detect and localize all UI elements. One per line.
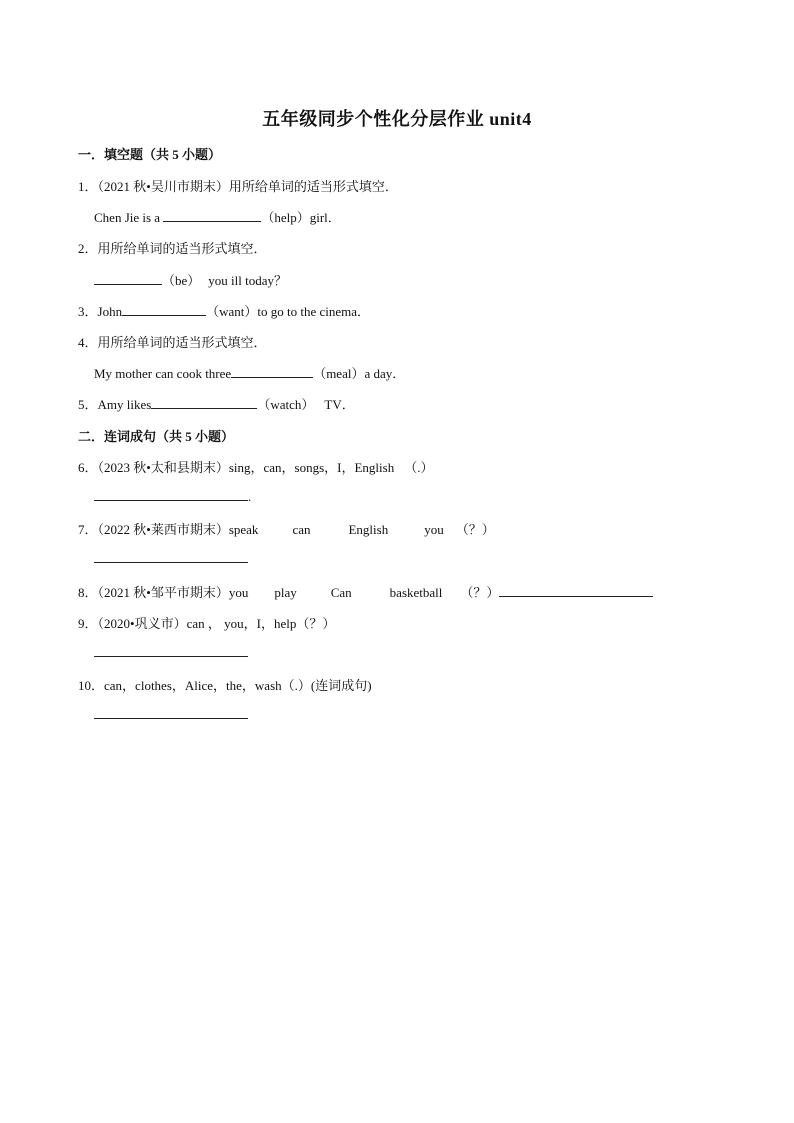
sentence-text: girl． bbox=[309, 210, 341, 225]
sentence-text: Amy likes bbox=[97, 397, 152, 412]
question-9 bbox=[78, 613, 335, 632]
sentence-text: you ill today？ bbox=[208, 273, 287, 288]
answer-blank[interactable] bbox=[122, 303, 206, 316]
word-list: can ， you，I，help bbox=[186, 616, 297, 631]
word: you bbox=[424, 522, 444, 537]
instruction-note: (连词成句) bbox=[310, 678, 372, 693]
punctuation-hint: （.） bbox=[281, 678, 311, 693]
question-number: 4． bbox=[78, 335, 98, 350]
question-2-body bbox=[94, 270, 287, 289]
answer-line[interactable] bbox=[94, 656, 248, 657]
question-3 bbox=[78, 301, 370, 320]
question-source: （2021 秋•吴川市期末） bbox=[97, 179, 229, 194]
word: English bbox=[348, 522, 389, 537]
question-source: （2020•巩义市） bbox=[97, 616, 187, 631]
question-10 bbox=[78, 675, 372, 694]
sentence-text: Chen Jie is a bbox=[94, 210, 164, 225]
punctuation-hint: （？） bbox=[455, 522, 495, 537]
word: you bbox=[228, 585, 249, 600]
word-list: can，clothes，Alice，the，wash bbox=[104, 678, 282, 693]
question-1 bbox=[78, 176, 398, 195]
sentence-text: John bbox=[97, 304, 123, 319]
word-hint: （help） bbox=[261, 210, 310, 225]
sentence-text: to go to the cinema． bbox=[257, 304, 370, 319]
question-number: 6． bbox=[78, 460, 98, 475]
answer-blank[interactable] bbox=[163, 209, 261, 222]
sentence-end: . bbox=[248, 489, 252, 504]
word-hint: （watch） bbox=[257, 397, 315, 412]
sentence-text: a day． bbox=[364, 366, 406, 381]
punctuation-hint: （？） bbox=[296, 616, 336, 631]
question-number: 7． bbox=[78, 522, 98, 537]
question-number: 1． bbox=[78, 179, 98, 194]
question-5 bbox=[78, 394, 355, 413]
question-4-body bbox=[94, 363, 405, 382]
answer-line[interactable] bbox=[94, 718, 248, 719]
question-source: （2022 秋•莱西市期末） bbox=[97, 522, 229, 537]
question-stem: 用所给单词的适当形式填空． bbox=[97, 241, 267, 256]
word: play bbox=[274, 585, 297, 600]
question-6-answer bbox=[94, 488, 251, 505]
question-number: 10． bbox=[78, 678, 105, 693]
word: Can bbox=[330, 585, 352, 600]
question-4 bbox=[78, 332, 267, 351]
question-number: 9． bbox=[78, 616, 98, 631]
word-hint: （want） bbox=[206, 304, 258, 319]
question-number: 5． bbox=[78, 397, 98, 412]
answer-line[interactable] bbox=[94, 488, 248, 501]
question-source: （2021 秋•邹平市期末） bbox=[97, 585, 229, 600]
question-8 bbox=[78, 582, 653, 601]
punctuation-hint: （？） bbox=[460, 585, 500, 600]
section-heading-reorder: 二．连词成句（共 5 小题） bbox=[78, 429, 235, 444]
word: speak bbox=[228, 522, 259, 537]
question-stem: 用所给单词的适当形式填空． bbox=[228, 179, 398, 194]
question-1-body bbox=[94, 207, 341, 226]
question-number: 2． bbox=[78, 241, 98, 256]
word-list: sing，can，songs，I，English bbox=[228, 460, 395, 475]
word: can bbox=[292, 522, 311, 537]
answer-line[interactable] bbox=[94, 562, 248, 563]
word-hint: （meal） bbox=[313, 366, 365, 381]
question-6 bbox=[78, 457, 433, 476]
question-7 bbox=[78, 519, 495, 538]
answer-blank[interactable] bbox=[231, 365, 313, 378]
word-hint: （be） bbox=[162, 273, 201, 288]
question-number: 8． bbox=[78, 585, 98, 600]
answer-blank[interactable] bbox=[94, 272, 162, 285]
question-number: 3． bbox=[78, 304, 98, 319]
punctuation-hint: （.） bbox=[404, 460, 434, 475]
answer-blank[interactable] bbox=[151, 396, 257, 409]
sentence-text: TV． bbox=[324, 397, 355, 412]
page-title: 五年级同步个性化分层作业 unit4 bbox=[262, 109, 532, 129]
question-stem: 用所给单词的适当形式填空． bbox=[97, 335, 267, 350]
question-2 bbox=[78, 238, 267, 257]
section-heading-fill-in: 一．填空题（共 5 小题） bbox=[78, 147, 222, 162]
word: basketball bbox=[389, 585, 443, 600]
question-source: （2023 秋•太和县期末） bbox=[97, 460, 229, 475]
answer-line[interactable] bbox=[499, 584, 653, 597]
sentence-text: My mother can cook three bbox=[94, 366, 232, 381]
